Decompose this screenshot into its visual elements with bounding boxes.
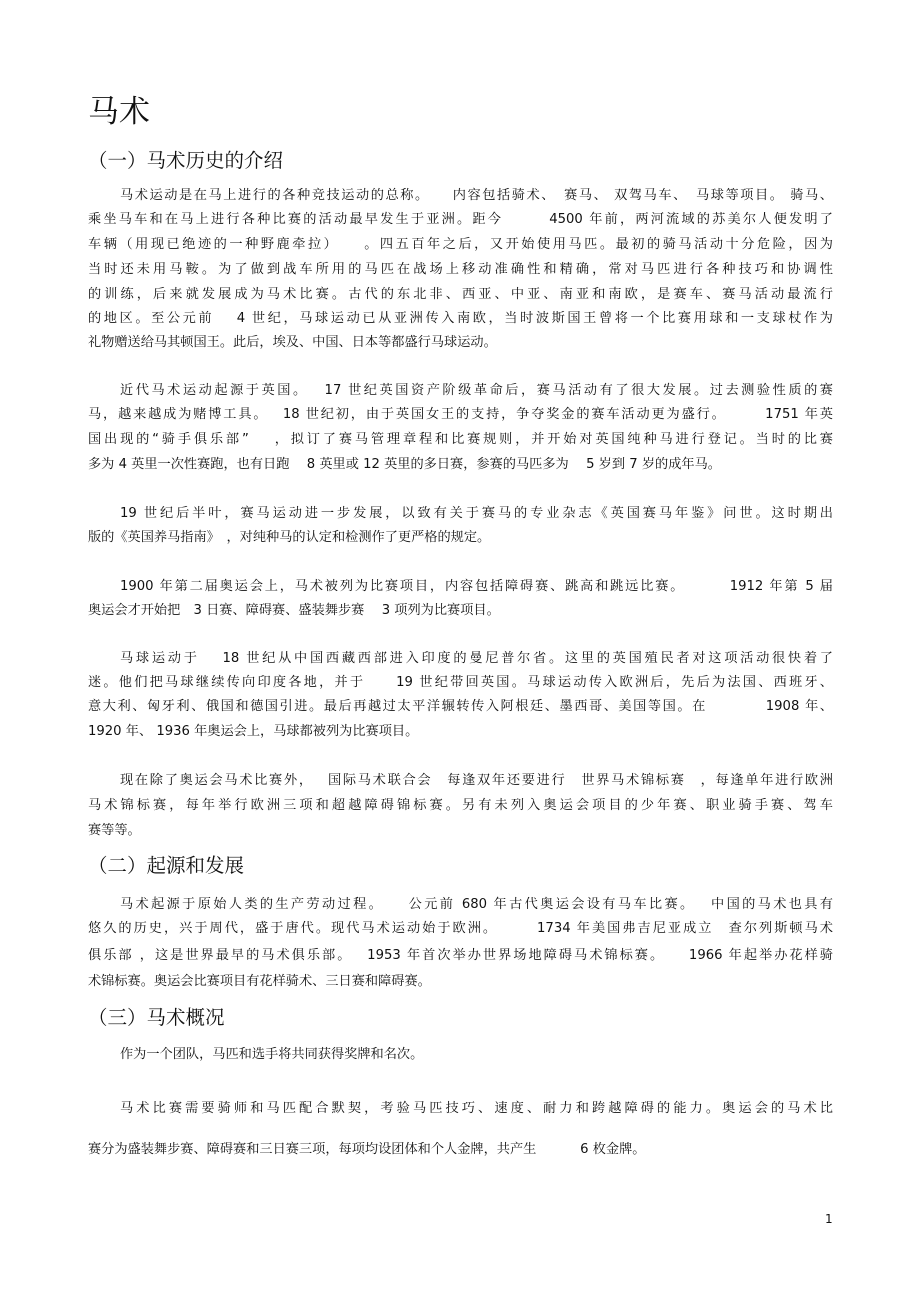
text-line: 礼物赠送给马其顿国王。此后，埃及、中国、日本等都盛行马球运动。	[88, 335, 497, 350]
text-line: 马球运动于 18 世纪从中国西藏西部进入印度的曼尼普尔省。这里的英国殖民者对这项活动很快着了	[120, 651, 833, 666]
section-heading-overview: （三）马术概况	[88, 1006, 225, 1029]
text-line: 悠久的历史，兴于周代，盛于唐代。现代马术运动始于欧洲。 1734 年美国弗吉尼亚成立 查尔列斯顿马术	[88, 921, 833, 936]
text-line: 多为 4 英里一次性赛跑，也有日跑 8 英里或 12 英里的多日赛，参赛的马匹多为 5 岁到 7 岁的成年马。	[88, 457, 721, 472]
text-line: 的训练，后来就发展成为马术比赛。古代的东北非、西亚、中亚、南亚和南欧，是赛车、赛马活动最流行	[88, 287, 833, 302]
text-line: 迷。他们把马球继续传向印度各地，并于 19 世纪带回英国。马球运动传入欧洲后，先后为法国、西班牙、	[88, 675, 833, 690]
text-line: 车辆（用现已绝迹的一种野鹿牵拉） 。四五百年之后，又开始使用马匹。最初的骑马活动十分危险，因为	[88, 237, 833, 252]
paragraph-team: 作为一个团队，马匹和选手将共同获得奖牌和名次。	[120, 1047, 424, 1062]
text-line: 现在除了奥运会马术比赛外， 国际马术联合会 每逢双年还要进行 世界马术锦标赛 ，每逢单年进行欧洲	[120, 773, 833, 788]
section-heading-history: （一）马术历史的介绍	[88, 149, 284, 172]
text-line: 当时还未用马鞍。为了做到战车所用的马匹在战场上移动准确性和精确，常对马匹进行各种技巧和协调性	[88, 262, 833, 277]
text-line: 奥运会才开始把 3 日赛、障碍赛、盛装舞步赛 3 项列为比赛项目。	[88, 603, 500, 618]
text-line: 马术运动是在马上进行的各种竞技运动的总称。 内容包括骑术、 赛马、 双驾马车、 马球等项目。 骑马、	[120, 188, 833, 203]
paragraph-competition: 马术比赛需要骑师和马匹配合默契，考验马匹技巧、速度、耐力和跨越障碍的能力。奥运会的马术比	[120, 1101, 833, 1116]
text-line: 1900 年第二届奥运会上，马术被列为比赛项目，内容包括障碍赛、跳高和跳远比赛。 1912 年第 5 届	[120, 579, 833, 594]
text-line: 近代马术运动起源于英国。 17 世纪英国资产阶级革命后，赛马活动有了很大发展。过去测验性质的赛	[120, 383, 833, 398]
text-line: 的地区。至公元前 4 世纪，马球运动已从亚洲传入南欧，当时波斯国王曾将一个比赛用球和一支球杖作为	[88, 311, 833, 326]
text-line: 版的《英国养马指南》 ，对纯种马的认定和检测作了更严格的规定。	[88, 530, 491, 545]
text-line: 马术起源于原始人类的生产劳动过程。 公元前 680 年古代奥运会设有马车比赛。 中国的马术也具有	[120, 897, 833, 912]
text-line: 赛等等。	[88, 823, 141, 838]
text-line: 马术锦标赛，每年举行欧洲三项和超越障碍锦标赛。另有未列入奥运会项目的少年赛、职业骑手赛、驾车	[88, 798, 833, 813]
document-title: 马术	[88, 94, 150, 130]
text-line: 俱乐部 ，这是世界最早的马术俱乐部。 1953 年首次举办世界场地障碍马术锦标赛。 1966 年起举办花样骑	[88, 948, 833, 963]
paragraph-medals: 赛分为盛装舞步赛、障碍赛和三日赛三项，每项均设团体和个人金牌，共产生 6 枚金牌。	[88, 1142, 646, 1157]
text-line: 19 世纪后半叶，赛马运动进一步发展，以致有关于赛马的专业杂志《英国赛马年鉴》问世。这时期出	[120, 506, 833, 521]
text-line: 马，越来越成为赌博工具。 18 世纪初，由于英国女王的支持，争夺奖金的赛车活动更为盛行。 1751 年英	[88, 407, 833, 422]
page-number: 1	[825, 1212, 833, 1226]
text-line: 国出现的“骑手俱乐部” ，拟订了赛马管理章程和比赛规则，并开始对英国纯种马进行登记。当时的比赛	[88, 432, 833, 447]
text-line: 乘坐马车和在马上进行各种比赛的活动最早发生于亚洲。距今 4500 年前，两河流域的苏美尔人便发明了	[88, 212, 833, 227]
text-line: 术锦标赛。奥运会比赛项目有花样骑术、三日赛和障碍赛。	[88, 974, 431, 989]
text-line: 1920 年、 1936 年奥运会上，马球都被列为比赛项目。	[88, 724, 419, 739]
text-line: 意大利、匈牙利、俄国和德国引进。最后再越过太平洋辗转传入阿根廷、墨西哥、美国等国。在 1908 年、	[88, 699, 833, 714]
section-heading-origin: （二）起源和发展	[88, 854, 245, 877]
